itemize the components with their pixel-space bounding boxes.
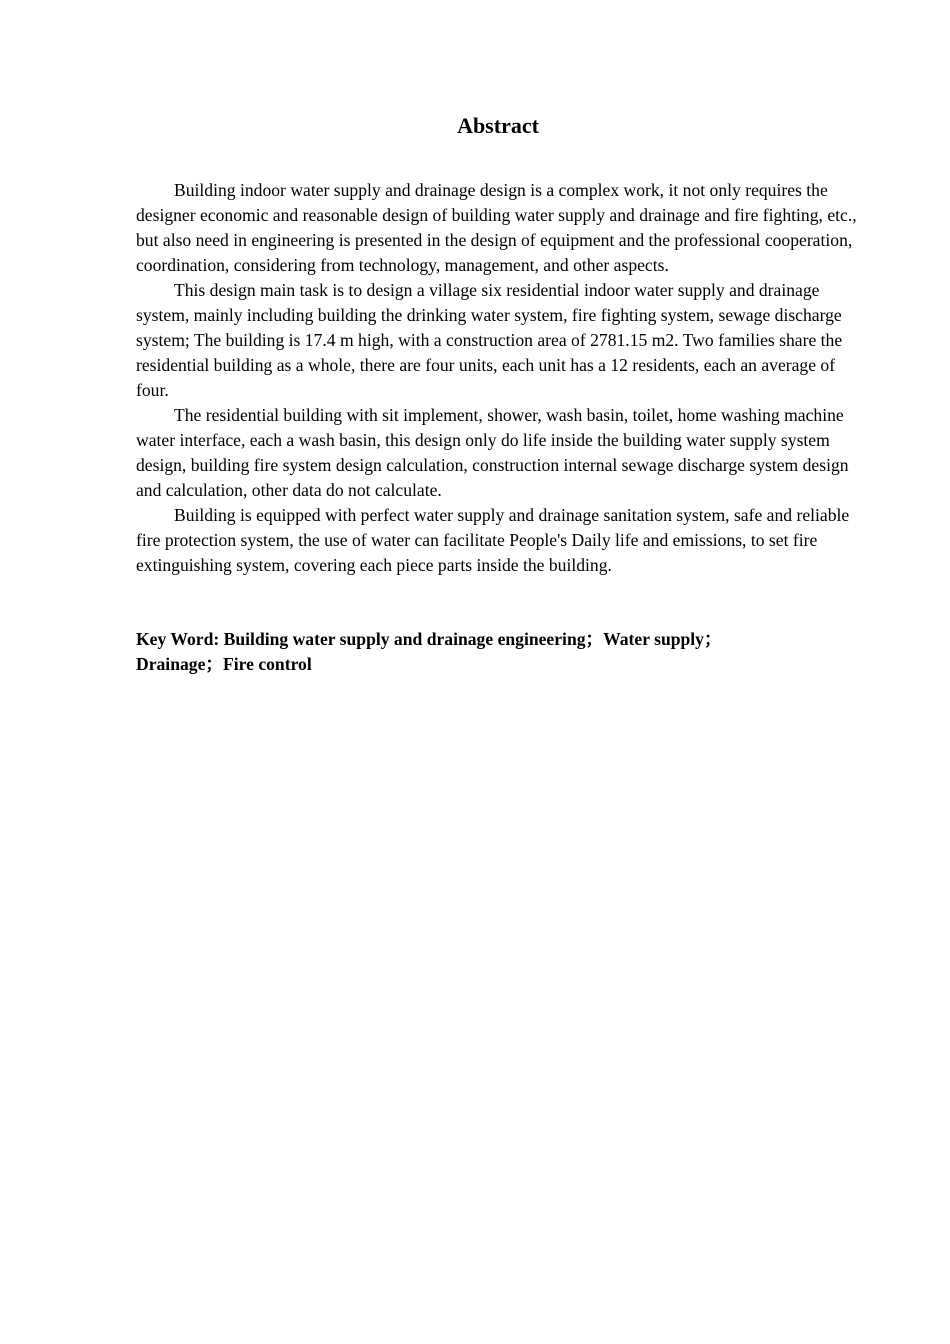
abstract-paragraph-1: Building indoor water supply and drainage design is a complex work, it not only requires the designer economic and reasonable design of building water supply and drainage and fire fighting, etc., but also need in engineering is presented in the design of equipment and the professional cooperation, coordination, considering from technology, management, and other aspects. — [136, 180, 857, 275]
abstract-paragraph-2: This design main task is to design a village six residential indoor water supply and drainage system, mainly including building the drinking water system, fire fighting system, sewage discharge system; The building is 17.4 m high, with a construction area of 2781.15 m2. Two families share the residential building as a whole, there are four units, each unit has a 12 residents, each an average of four. — [136, 280, 843, 400]
keywords — [136, 627, 836, 677]
keywords-line-1: Key Word: Building water supply and drainage engineering；Water supply； — [136, 629, 722, 649]
keywords-line-2: Drainage；Fire control — [136, 654, 312, 674]
abstract-title: Abstract — [457, 113, 539, 138]
abstract-paragraph-4: Building is equipped with perfect water supply and drainage sanitation system, safe and reliable fire protection system, the use of water can facilitate People's Daily life and emissions, to set fire extinguishing system, covering each piece parts inside the building. — [136, 505, 850, 575]
abstract-body — [136, 178, 862, 578]
abstract-paragraph-3: The residential building with sit implement, shower, wash basin, toilet, home washing machine water interface, each a wash basin, this design only do life inside the building water supply system design, building fire system design calculation, construction internal sewage discharge system design and calculation, other data do not calculate. — [136, 405, 849, 500]
